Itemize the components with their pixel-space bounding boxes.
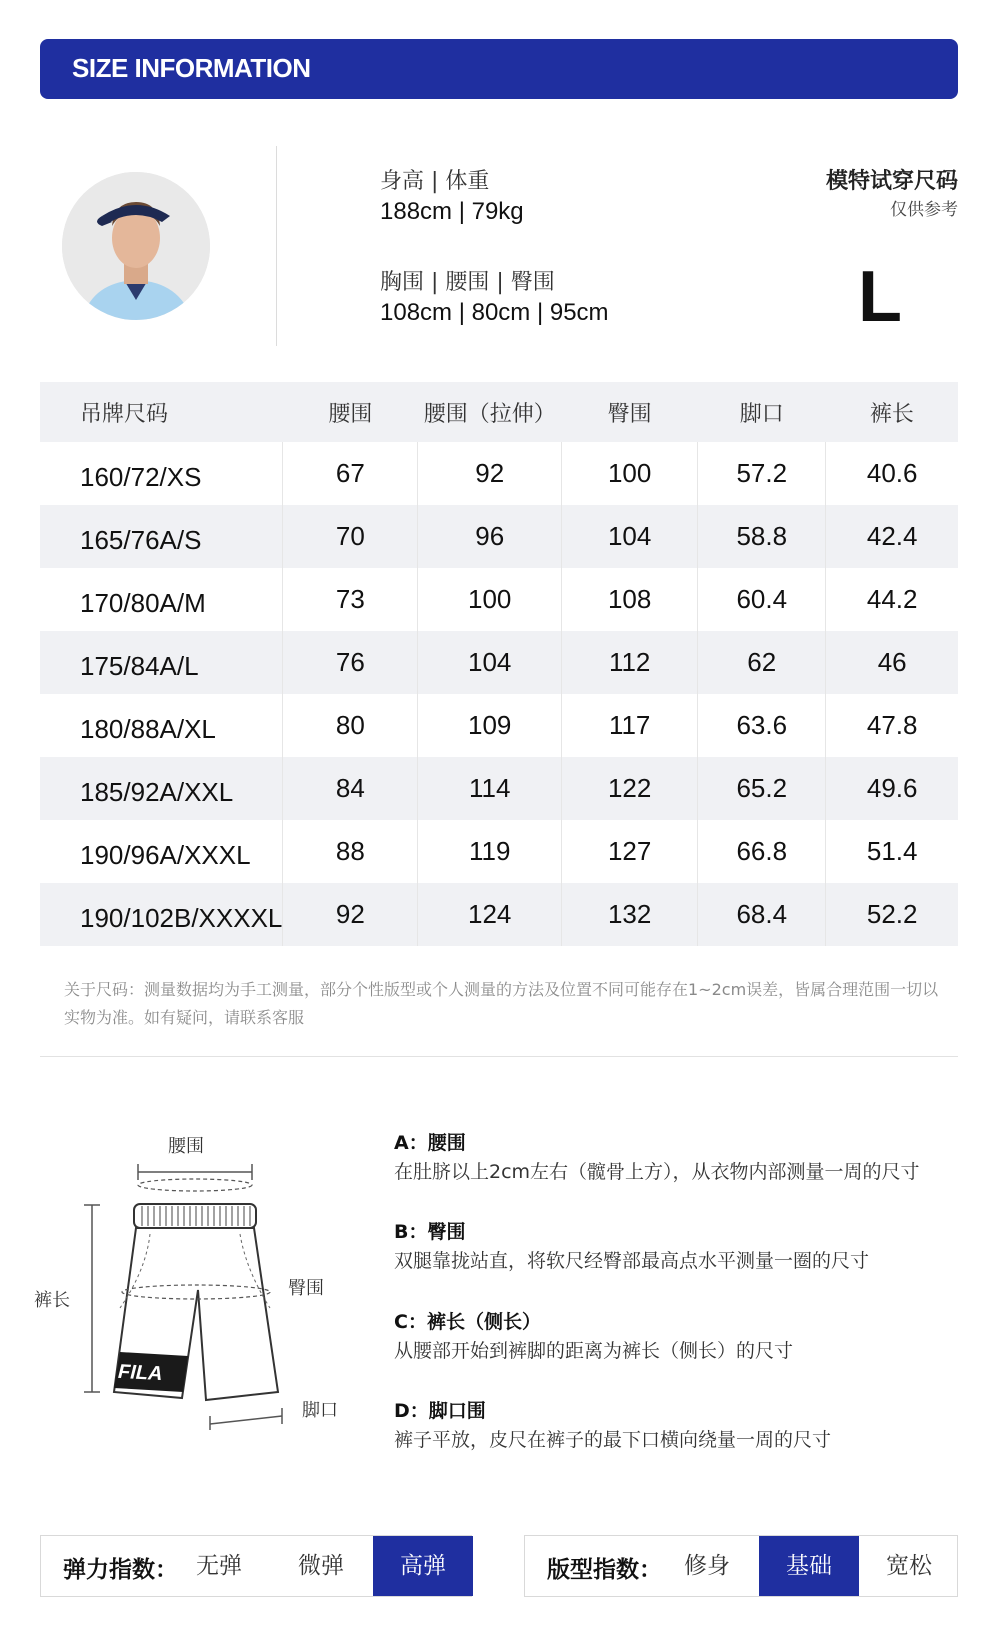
table-row: [40, 883, 958, 946]
header-tag-size: 吊牌尺码: [40, 382, 283, 442]
measure-cell: 40.6: [866, 458, 918, 488]
vertical-divider: [276, 146, 277, 346]
page-title: SIZE INFORMATION: [72, 53, 311, 83]
measure-b-title: B：臀围: [394, 1221, 466, 1243]
measure-cell: 68.4: [698, 883, 826, 946]
measure-d-desc: 裤子平放，皮尺在裤子的最下口横向绕量一周的尺寸: [394, 1429, 832, 1451]
measure-cell: 73: [283, 568, 418, 631]
measure-cell: 104: [418, 631, 562, 694]
header-hem: 脚口: [698, 382, 826, 442]
fit-option-regular: 基础: [759, 1536, 859, 1596]
measure-cell: 117: [562, 694, 698, 757]
size-cell: 185/92A/XXL: [40, 757, 283, 820]
elasticity-option-high: 高弹: [373, 1536, 473, 1596]
diagram-hem-label: 脚口: [302, 1400, 338, 1421]
measure-d-title: D：脚口围: [394, 1400, 486, 1422]
size-cell: 190/102B/XXXXL: [40, 883, 283, 946]
measure-cell: 109: [418, 694, 562, 757]
table-header-row: [40, 382, 958, 442]
measure-cell: 51.4: [866, 836, 918, 866]
fit-subtitle: 仅供参考: [890, 200, 958, 220]
measure-cell: 124: [418, 883, 562, 946]
measure-cell: 127: [562, 820, 698, 883]
measure-cell: 96: [418, 505, 562, 568]
measure-cell: 92: [283, 883, 418, 946]
table-row: [40, 442, 958, 505]
elasticity-label: 弹力指数：: [63, 1557, 178, 1583]
measure-b-desc: 双腿靠拢站直，将软尺经臀部最高点水平测量一圈的尺寸: [394, 1250, 870, 1272]
measure-cell: 65.2: [698, 757, 826, 820]
fit-index-label: 版型指数：: [547, 1557, 662, 1583]
measure-cell: 84: [283, 757, 418, 820]
measure-a-desc: 在肚脐以上2cm左右（髋骨上方），从衣物内部测量一周的尺寸: [394, 1161, 920, 1183]
measure-cell: 122: [562, 757, 698, 820]
measure-cell: 52.2: [826, 883, 958, 946]
model-fit-size: L: [858, 257, 902, 337]
model-avatar: [62, 172, 210, 320]
size-cell: 170/80A/M: [40, 568, 283, 631]
measure-cell: 92: [418, 442, 562, 505]
table-row: [40, 631, 958, 694]
measure-cell: 100: [562, 442, 698, 505]
size-cell: 165/76A/S: [40, 505, 283, 568]
header-length: 裤长: [826, 382, 958, 442]
diagram-length-label: 裤长: [34, 1290, 70, 1311]
measure-cell: 70: [283, 505, 418, 568]
fit-title: 模特试穿尺码: [825, 169, 958, 194]
header-waist-stretch: 腰围（拉伸）: [418, 382, 562, 442]
table-row: [40, 757, 958, 820]
size-cell: 190/96A/XXXL: [40, 820, 283, 883]
height-weight-value: 188cm | 79kg: [380, 198, 524, 225]
measure-cell: 42.4: [826, 505, 958, 568]
diagram-waist-label: 腰围: [168, 1136, 204, 1157]
fila-logo: FILA: [117, 1360, 164, 1386]
fit-option-loose: 宽松: [886, 1553, 932, 1579]
table-row: [40, 820, 958, 883]
measure-cell: 114: [418, 757, 562, 820]
bust-waist-hip-label: 胸围 | 腰围 | 臀围: [380, 270, 555, 295]
height-weight-label: 身高 | 体重: [380, 169, 490, 194]
measure-cell: 62: [698, 631, 826, 694]
elasticity-option-none: 无弹: [196, 1553, 242, 1579]
measure-cell: 47.8: [866, 710, 918, 740]
header-banner: [40, 39, 958, 99]
measure-cell: 119: [418, 820, 562, 883]
measure-cell: 60.4: [698, 568, 826, 631]
table-row: [40, 505, 958, 568]
measure-c-desc: 从腰部开始到裤脚的距离为裤长（侧长）的尺寸: [394, 1340, 794, 1362]
diagram-hip-label: 臀围: [288, 1278, 324, 1299]
measure-cell: 112: [562, 631, 698, 694]
size-table: [40, 382, 958, 946]
elasticity-option-slight: 微弹: [298, 1553, 344, 1579]
measure-cell: 132: [562, 883, 698, 946]
measure-cell: 88: [283, 820, 418, 883]
horizontal-divider: [40, 1056, 958, 1057]
measure-cell: 66.8: [698, 820, 826, 883]
size-cell: 175/84A/L: [40, 631, 283, 694]
measure-cell: 108: [562, 568, 698, 631]
measure-cell: 44.2: [866, 584, 918, 614]
measure-cell: 63.6: [698, 694, 826, 757]
header-waist: 腰围: [283, 382, 418, 442]
table-row: [40, 694, 958, 757]
measure-cell: 49.6: [826, 757, 958, 820]
header-hip: 臀围: [562, 382, 698, 442]
bust-waist-hip-value: 108cm | 80cm | 95cm: [380, 299, 609, 326]
measurement-diagram: [20, 1130, 380, 1430]
table-row: [40, 568, 958, 631]
measure-a-title: A：腰围: [394, 1132, 466, 1154]
measure-cell: 46: [826, 631, 958, 694]
measure-cell: 67: [283, 442, 418, 505]
fit-index: [524, 1535, 958, 1597]
measure-cell: 76: [283, 631, 418, 694]
measure-cell: 100: [418, 568, 562, 631]
measure-cell: 58.8: [698, 505, 826, 568]
size-cell: 160/72/XS: [40, 442, 283, 505]
elasticity-index: [40, 1535, 472, 1597]
size-cell: 180/88A/XL: [40, 694, 283, 757]
fit-option-slim: 修身: [684, 1553, 730, 1579]
measure-cell: 104: [562, 505, 698, 568]
measure-cell: 80: [283, 694, 418, 757]
measure-cell: 57.2: [698, 442, 826, 505]
size-note: 关于尺码：测量数据均为手工测量，部分个性版型或个人测量的方法及位置不同可能存在1~2cm误差，皆属合理范围一切以实物为准。如有疑问，请联系客服: [64, 980, 939, 1027]
measure-c-title: C：裤长（侧长）: [394, 1311, 541, 1333]
